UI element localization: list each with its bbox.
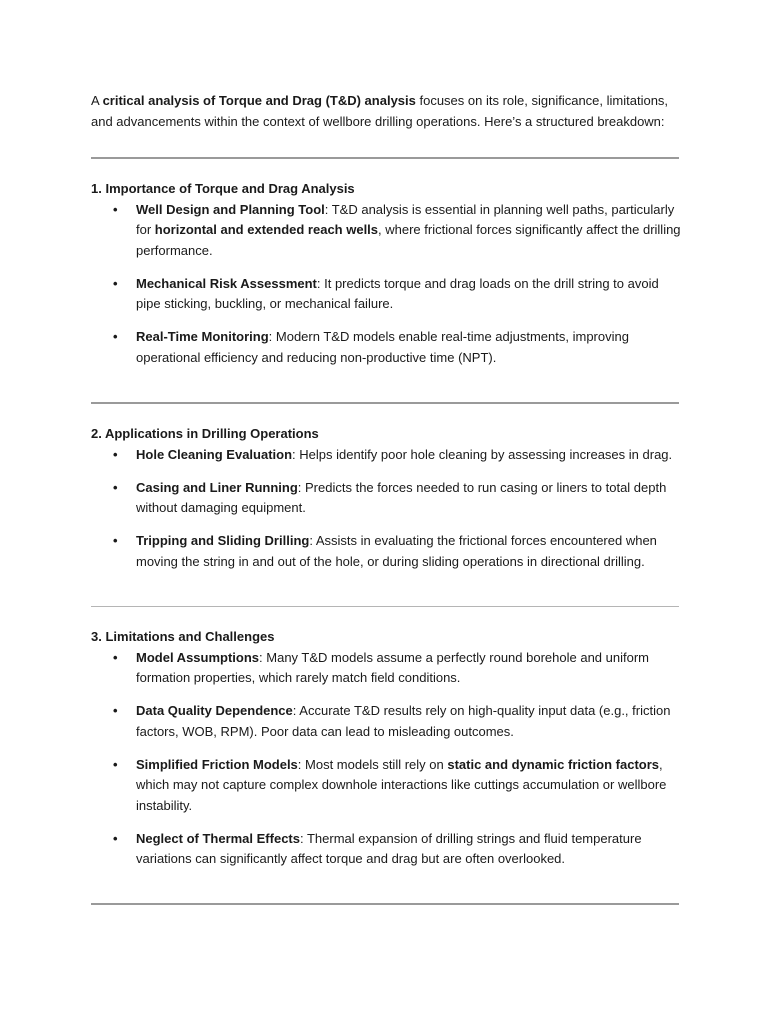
section-title: 2. Applications in Drilling Operations: [91, 426, 319, 441]
list-item: [91, 648, 681, 689]
section-divider: [91, 157, 679, 159]
bullet-list: [91, 445, 681, 573]
section-divider: [91, 606, 679, 607]
list-item: [91, 478, 681, 519]
item-text: : Most models still rely on: [297, 756, 448, 772]
list-item: [91, 274, 681, 315]
bullet-icon: •: [113, 649, 118, 665]
intro-bold: critical analysis of Torque and Drag (T&D) analysis: [102, 93, 416, 108]
intro-paragraph: [91, 91, 681, 132]
item-bold-label: Real-Time Monitoring: [136, 329, 269, 344]
section-limitations: [91, 627, 681, 870]
item-bold-inline: horizontal and extended reach wells: [154, 222, 379, 237]
bullet-icon: •: [113, 830, 118, 846]
section-divider: [91, 903, 679, 905]
intro-suffix: focuses on its role, significance, limitations, and advancements within the context of wellbore drilling operations. Here’s a structured breakdown:: [91, 93, 669, 129]
section-applications: [91, 424, 681, 572]
bullet-list: [91, 648, 681, 870]
item-text: : T&D analysis is essential in planning well paths, particularly for: [136, 201, 675, 237]
list-item: [91, 755, 681, 817]
item-text: : Many T&D models assume a perfectly round borehole and uniform formation properties, which rarely match field conditions.: [136, 649, 649, 685]
item-text: : Modern T&D models enable real-time adjustments, improving operational efficiency and reducing non-productive time (NPT).: [136, 329, 629, 365]
list-item: [91, 200, 681, 262]
bullet-icon: •: [113, 703, 118, 718]
item-bold-label: Mechanical Risk Assessment: [136, 275, 317, 291]
bullet-icon: •: [113, 479, 118, 495]
item-text-continued: , which may not capture complex downhole interactions like cuttings accumulation or wellbore instability.: [136, 756, 667, 813]
item-text: : Thermal expansion of drilling strings and fluid temperature variations can significantly affect torque and drag but are often overlooked.: [136, 830, 642, 866]
item-text: : Assists in evaluating the frictional forces encountered when moving the string in and out of the hole, or during sliding operations in directional drilling.: [136, 533, 657, 569]
item-bold-label: Simplified Friction Models: [136, 756, 298, 772]
intro-prefix: A: [91, 93, 103, 108]
item-bold-label: Data Quality Dependence: [136, 703, 293, 718]
list-item: [91, 531, 681, 572]
item-bold-label: Neglect of Thermal Effects: [136, 830, 300, 846]
item-text: : Predicts the forces needed to run casing or liners to total depth without damaging equipment.: [136, 479, 667, 515]
item-bold-label: Model Assumptions: [136, 649, 260, 665]
item-bold-label: Well Design and Planning Tool: [136, 201, 325, 217]
item-text-continued: , where frictional forces significantly affect the drilling performance.: [136, 222, 681, 258]
item-text: : It predicts torque and drag loads on the drill string to avoid pipe sticking, buckling, or mechanical failure.: [136, 275, 659, 311]
bullet-icon: •: [113, 446, 118, 462]
list-item: [91, 445, 681, 466]
section-divider: [91, 402, 679, 404]
bullet-icon: •: [113, 329, 118, 344]
bullet-list: [91, 200, 681, 369]
section-title: 1. Importance of Torque and Drag Analysis: [91, 181, 355, 196]
bullet-icon: •: [113, 756, 118, 772]
item-text: : Helps identify poor hole cleaning by assessing increases in drag.: [292, 446, 673, 462]
bullet-icon: •: [113, 533, 118, 548]
item-bold-inline: static and dynamic friction factors: [447, 756, 660, 772]
item-bold-label: Casing and Liner Running: [136, 479, 298, 495]
section-importance: [91, 179, 681, 368]
list-item: [91, 701, 681, 742]
bullet-icon: •: [113, 201, 118, 217]
item-bold-label: Hole Cleaning Evaluation: [136, 446, 293, 462]
list-item: [91, 327, 681, 368]
list-item: [91, 829, 681, 870]
bullet-icon: •: [113, 275, 118, 291]
item-bold-label: Tripping and Sliding Drilling: [136, 533, 310, 548]
item-text: : Accurate T&D results rely on high-quality input data (e.g., friction factors, WOB, RPM). Poor data can lead to misleading outcomes.: [136, 703, 671, 739]
section-title: 3. Limitations and Challenges: [91, 629, 275, 644]
